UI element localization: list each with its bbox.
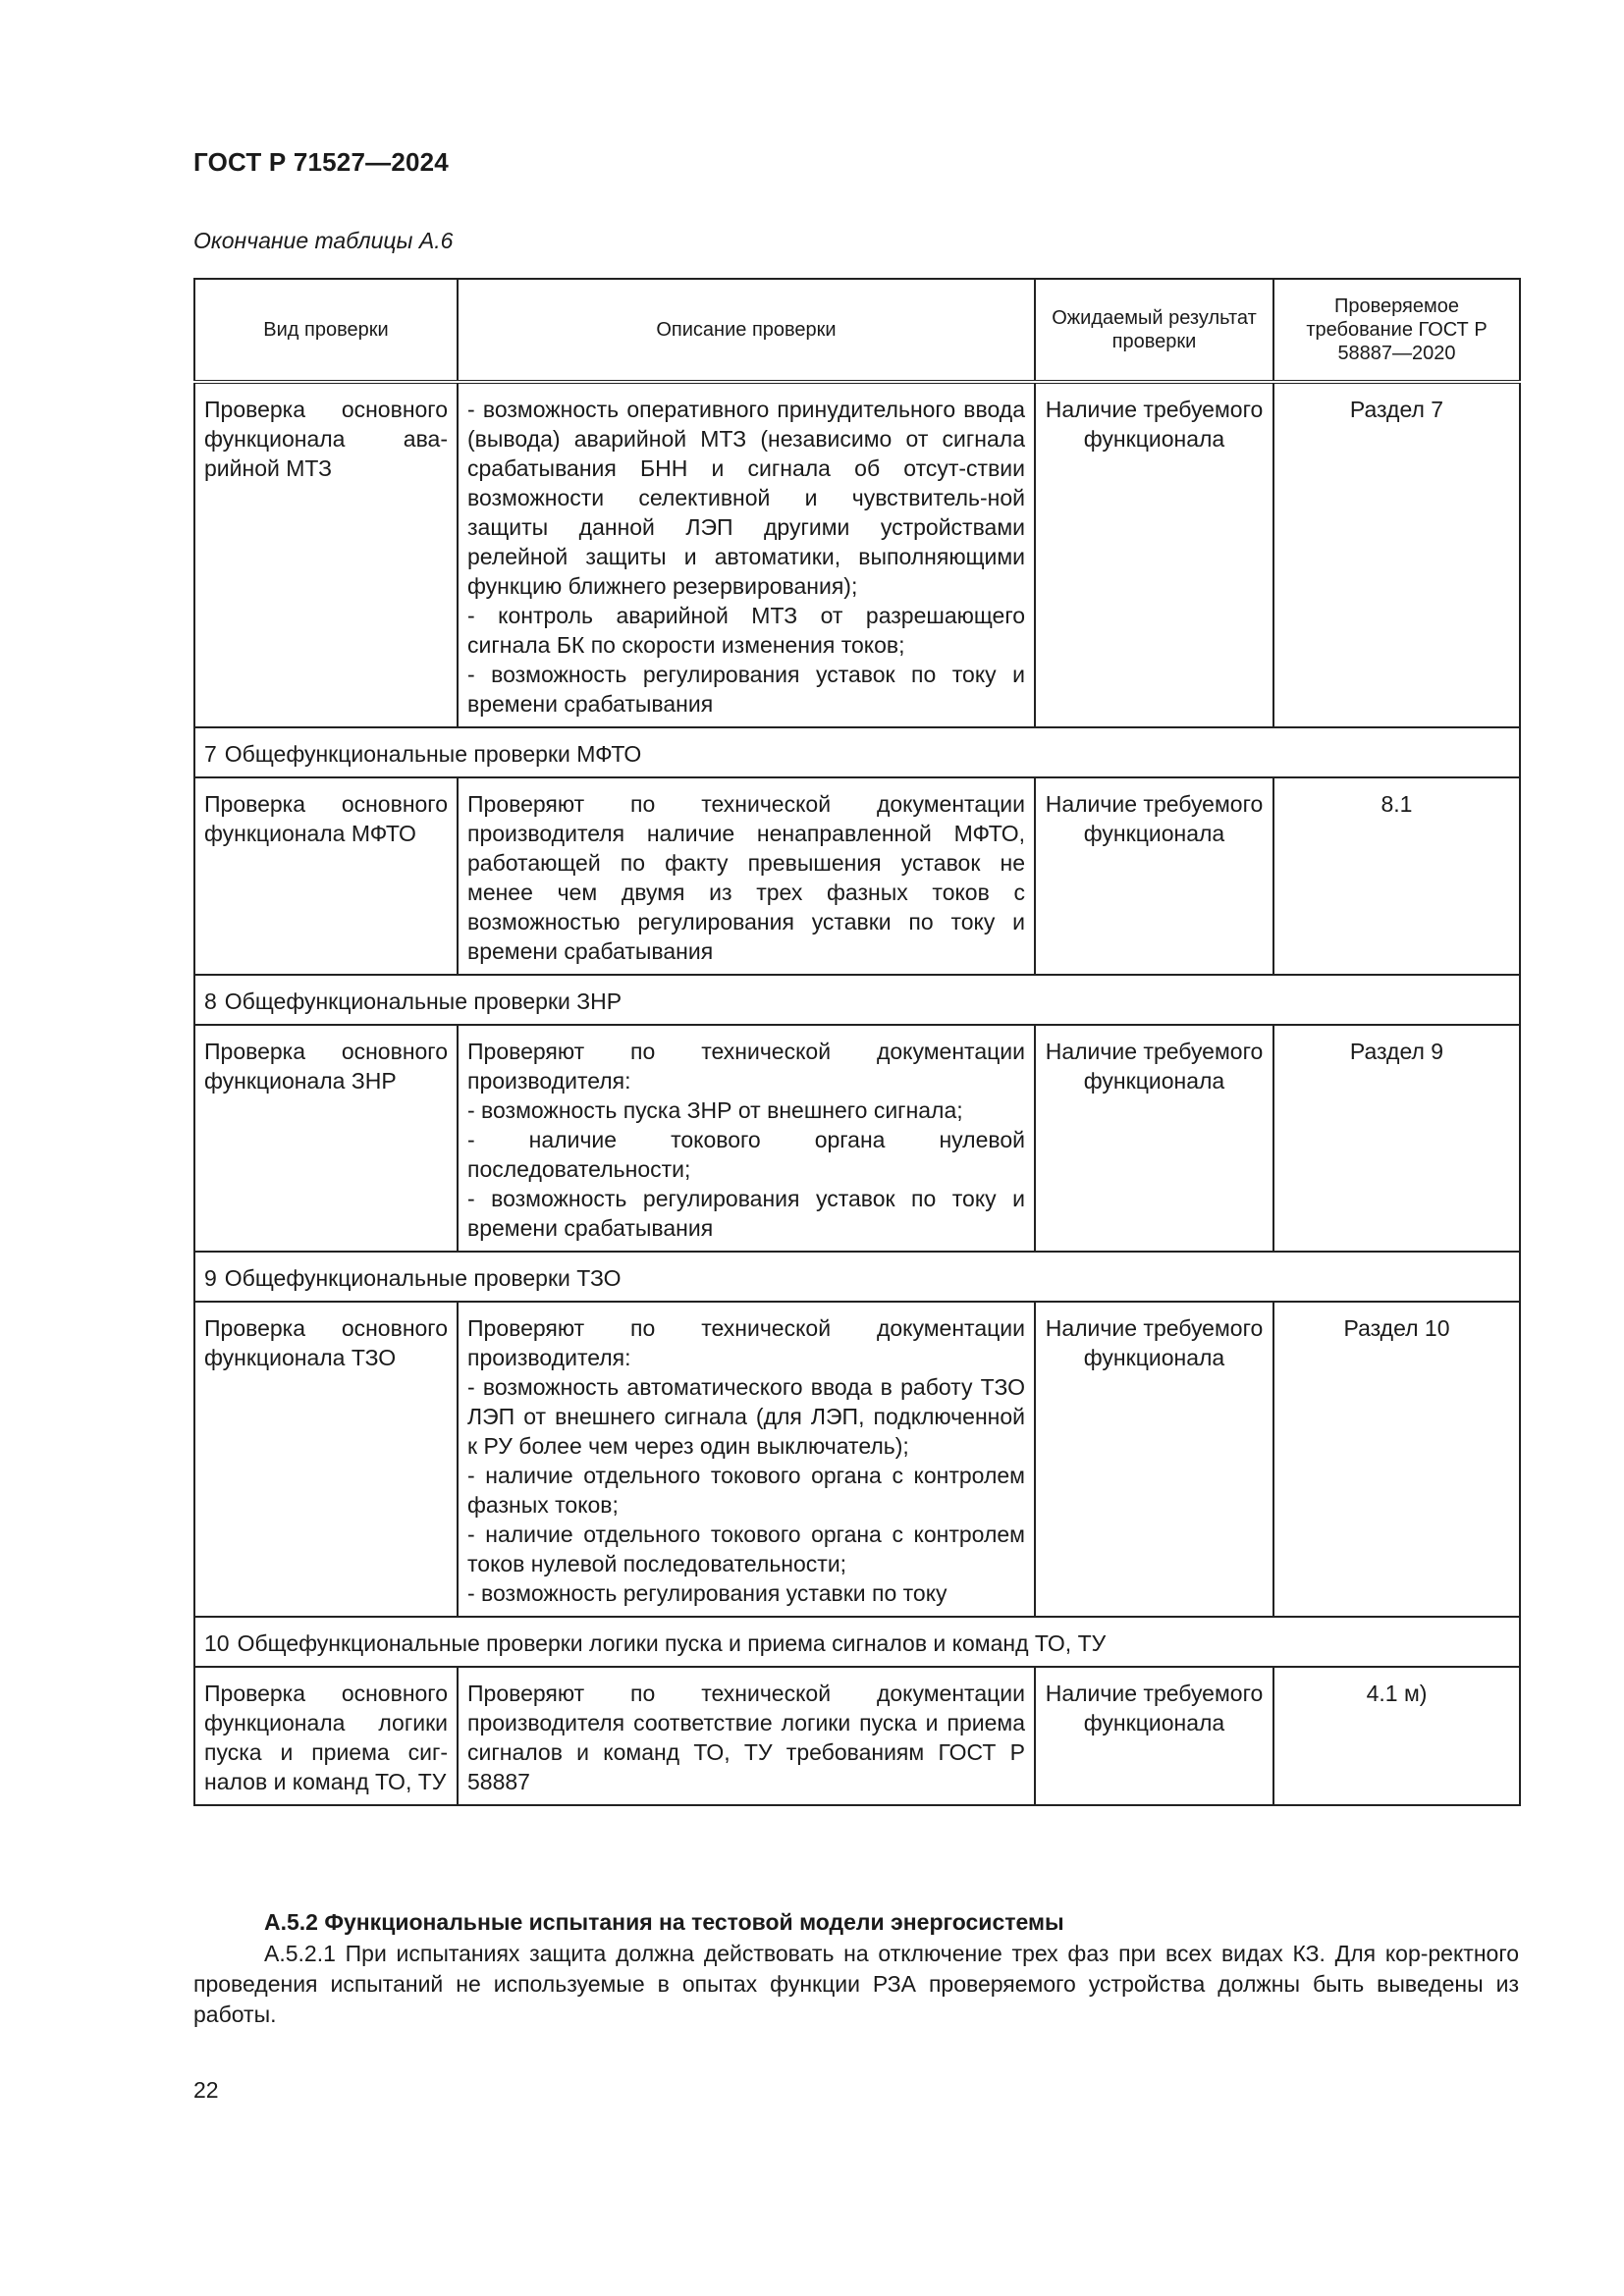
column-header-result: Ожидаемый результат проверки (1035, 279, 1273, 382)
check-type-cell: Проверка основного функционала ава-рийной МТЗ (194, 382, 458, 727)
description-line: Проверяют по технической документации производителя: (467, 1039, 1025, 1094)
inspection-table (193, 278, 1521, 1806)
section-row (194, 727, 1520, 777)
page-number: 22 (193, 2077, 219, 2103)
table-row (194, 777, 1520, 975)
description-line: - возможность регулирования уставки по току (467, 1580, 947, 1606)
description-line: - наличие токового органа нулевой последовательности; (467, 1127, 1025, 1182)
section-paragraph: А.5.2.1 При испытаниях защита должна действовать на отключение трех фаз при всех видах КЗ. Для кор-ректного проведения испытаний не используемые в опытах функции РЗА проверяемого устройства должны быть выведены из работы. (193, 1941, 1519, 2027)
requirement-cell: Раздел 7 (1273, 382, 1520, 727)
description-line: - наличие отдельного токового органа с контролем токов нулевой последовательности; (467, 1522, 1025, 1576)
section-title: Общефункциональные проверки ЗНР (224, 988, 623, 1014)
section-number: 10 (204, 1630, 230, 1656)
section-heading: А.5.2 Функциональные испытания на тестовой модели энергосистемы (264, 1909, 1064, 1935)
description-line: - возможность автоматического ввода в работу ТЗО ЛЭП от внешнего сигнала (для ЛЭП, подключенной к РУ более чем через один выключатель); (467, 1374, 1025, 1459)
section-number: 8 (204, 988, 217, 1014)
description-line: - возможность пуска ЗНР от внешнего сигнала; (467, 1097, 963, 1123)
document-code: ГОСТ Р 71527—2024 (193, 147, 449, 177)
section-number: 9 (204, 1265, 217, 1291)
requirement-cell: 8.1 (1273, 777, 1520, 975)
check-description-cell (458, 1667, 1035, 1805)
expected-result-cell: Наличие требуемого функционала (1035, 1667, 1273, 1805)
description-line: - возможность оперативного принудительного ввода (вывода) аварийной МТЗ (независимо от сигнала срабатывания БНН и сигнала об отсут-ствии возможности селективной и чувствитель-ной защиты данной ЛЭП другими устройствами релейной защиты и автоматики, выполняющими функцию ближнего резервирования); (467, 397, 1025, 599)
expected-result-cell: Наличие требуемого функционала (1035, 1302, 1273, 1617)
section-row (194, 1617, 1520, 1667)
table-row (194, 1025, 1520, 1252)
section-title-cell (194, 1252, 1520, 1302)
expected-result-cell: Наличие требуемого функционала (1035, 1025, 1273, 1252)
check-description-cell (458, 1302, 1035, 1617)
table-row (194, 1667, 1520, 1805)
check-type-cell: Проверка основного функционала ТЗО (194, 1302, 458, 1617)
expected-result-cell: Наличие требуемого функционала (1035, 777, 1273, 975)
section-title: Общефункциональные проверки МФТО (224, 741, 642, 767)
check-description-cell (458, 382, 1035, 727)
table-header-row (194, 279, 1520, 382)
section-title-cell (194, 1617, 1520, 1667)
section-title-cell (194, 975, 1520, 1025)
table-row (194, 382, 1520, 727)
description-line: Проверяют по технической документации производителя соответствие логики пуска и приема сигналов и команд ТО, ТУ требованиям ГОСТ Р 58887 (467, 1681, 1025, 1794)
description-line: - наличие отдельного токового органа с контролем фазных токов; (467, 1463, 1025, 1518)
column-header-requirement: Проверяемое требование ГОСТ Р 58887—2020 (1273, 279, 1520, 382)
requirement-cell: Раздел 9 (1273, 1025, 1520, 1252)
section-row (194, 975, 1520, 1025)
expected-result-cell: Наличие требуемого функционала (1035, 382, 1273, 727)
check-type-cell: Проверка основного функционала логики пуска и приема сиг-налов и команд ТО, ТУ (194, 1667, 458, 1805)
requirement-cell: Раздел 10 (1273, 1302, 1520, 1617)
check-description-cell (458, 777, 1035, 975)
section-number: 7 (204, 741, 217, 767)
check-description-cell (458, 1025, 1035, 1252)
description-line: - возможность регулирования уставок по току и времени срабатывания (467, 662, 1025, 717)
column-header-description: Описание проверки (458, 279, 1035, 382)
check-type-cell: Проверка основного функционала ЗНР (194, 1025, 458, 1252)
requirement-cell: 4.1 м) (1273, 1667, 1520, 1805)
description-line: Проверяют по технической документации производителя наличие ненаправленной МФТО, работающей по факту превышения уставок не менее чем двумя из трех фазных токов с возможностью регулирования уставки по току и времени срабатывания (467, 791, 1025, 964)
description-line: - возможность регулирования уставок по току и времени срабатывания (467, 1186, 1025, 1241)
section-title: Общефункциональные проверки логики пуска и приема сигналов и команд ТО, ТУ (237, 1630, 1107, 1656)
table-caption: Окончание таблицы А.6 (193, 228, 454, 253)
description-line: - контроль аварийной МТЗ от разрешающего сигнала БК по скорости изменения токов; (467, 603, 1025, 658)
section-title-cell (194, 727, 1520, 777)
section-title: Общефункциональные проверки ТЗО (224, 1265, 622, 1291)
section-row (194, 1252, 1520, 1302)
table-row (194, 1302, 1520, 1617)
column-header-type: Вид проверки (194, 279, 458, 382)
table-body (194, 382, 1520, 1805)
check-type-cell: Проверка основного функционала МФТО (194, 777, 458, 975)
description-line: Проверяют по технической документации производителя: (467, 1315, 1025, 1370)
